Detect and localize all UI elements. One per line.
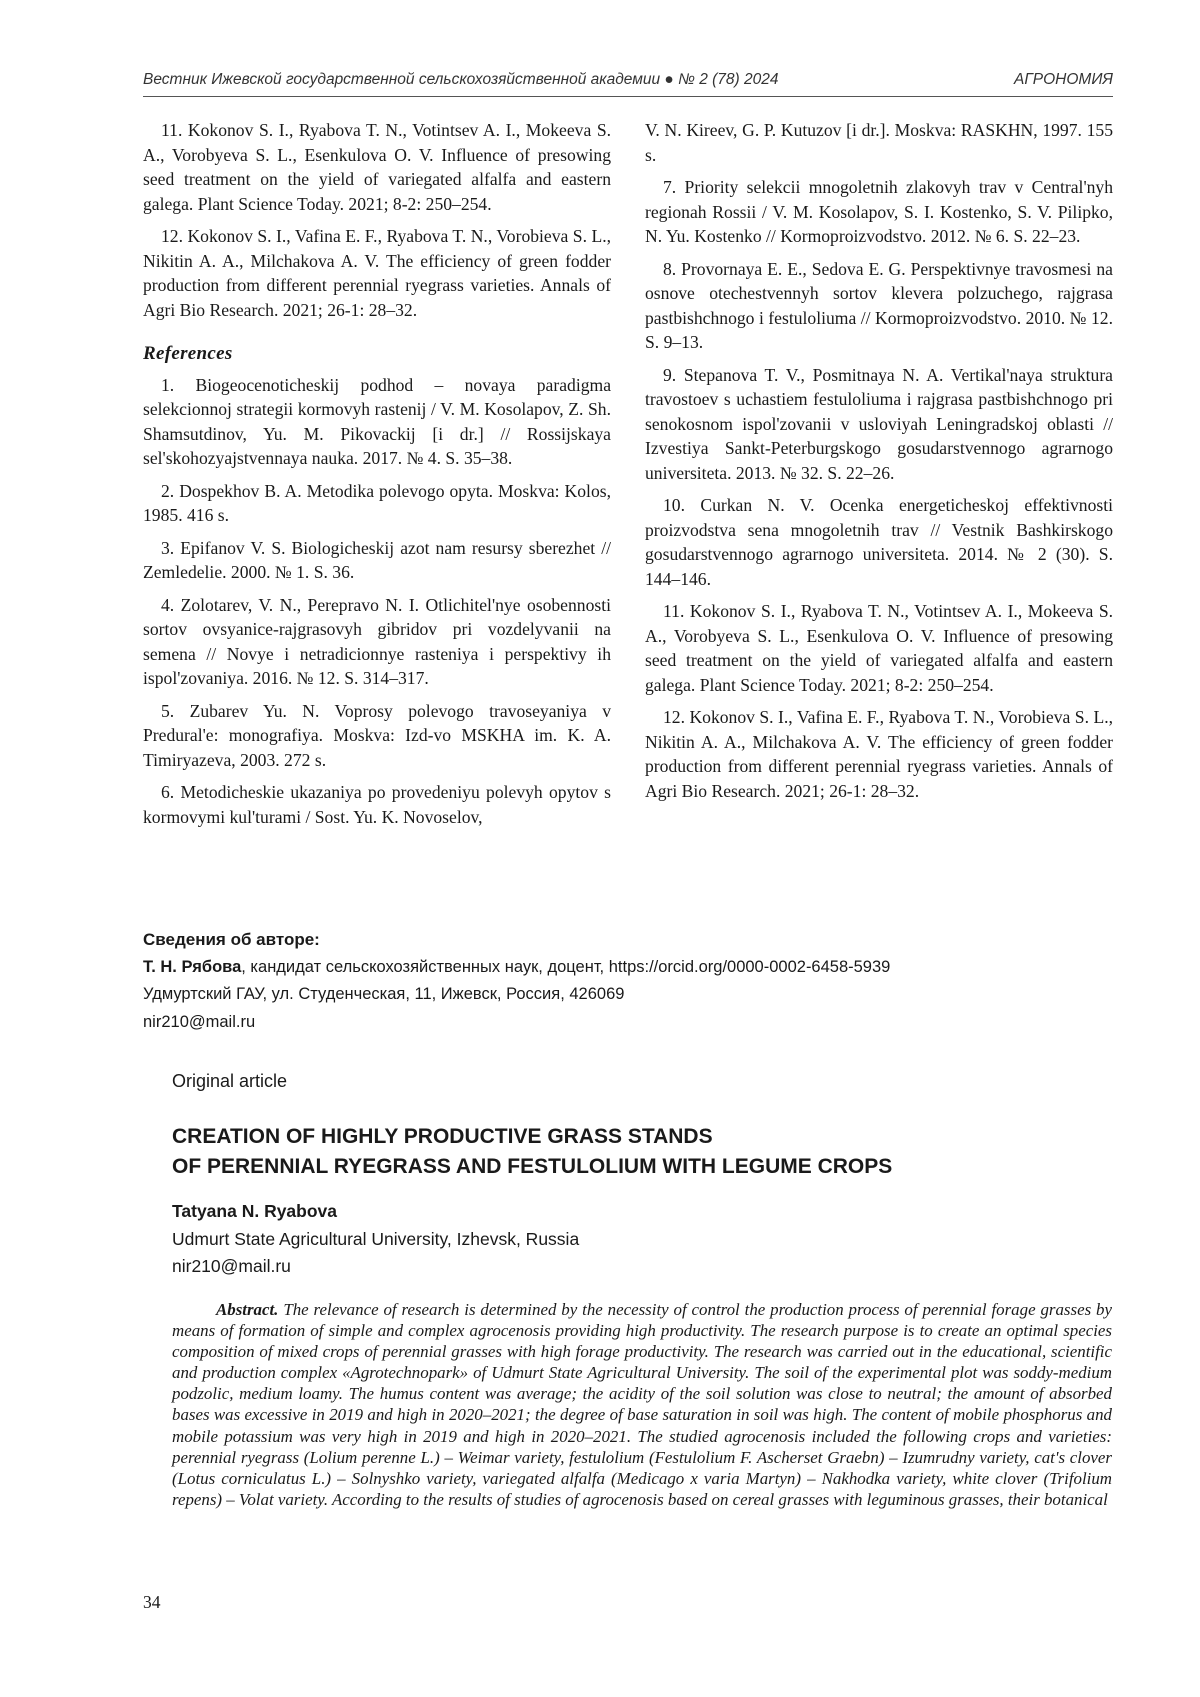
header-divider: [143, 96, 1113, 97]
reference-item: 11. Kokonov S. I., Ryabova T. N., Votintsev A. I., Mokeeva S. A., Vorobyeva S. L., Esenkulova O. V. Influence of presowing seed treatment on the yield of variegated alfalfa and eastern galega. Plant Science Today. 2021; 8-2: 250–254.: [645, 601, 1113, 695]
references-heading: References: [143, 343, 233, 364]
right-column: [645, 118, 1113, 811]
reference-item: 1. Biogeocenoticheskij podhod – novaya paradigma selekcionnoj strategii kormovyh rastenij / V. M. Kosolapov, Z. Sh. Shamsutdinov, Yu. M. Pikovackij [i dr.] // Rossijskaya sel'skohozyajstvennaya nauka. 2017. № 4. S. 35–38.: [143, 374, 611, 468]
abstract-label: Abstract.: [216, 1300, 279, 1319]
abstract: [172, 1299, 1112, 1510]
reference-item: 10. Curkan N. V. Ocenka energeticheskoj effektivnosti proizvodstva sena mnogoletnih trav // Vestnik Bashkirskogo gosudarstvennogo agrarnogo universiteta. 2014. № 2 (30). S. 144–146.: [645, 495, 1113, 589]
left-column: [143, 118, 611, 837]
author-info-block: [143, 926, 1113, 1036]
article-author-email: nir210@mail.ru: [172, 1256, 291, 1276]
section-name: АГРОНОМИЯ: [1014, 71, 1113, 88]
article-title-line: OF PERENNIAL RYEGRASS AND FESTULOLIUM WITH LEGUME CROPS: [172, 1155, 893, 1178]
journal-title: Вестник Ижевской государственной сельскохозяйственной академии ● № 2 (78) 2024: [143, 71, 779, 88]
abstract-text: The relevance of research is determined by the necessity of control the production process of perennial forage grasses by means of formation of simple and complex agrocenosis providing high productivity. The research purpose is to create an optimal species composition of mixed crops of perennial grasses with high forage productivity. The research was carried out in the educational, scientific and production complex «Agrotechnopark» of Udmurt State Agricultural University. The soil of the experimental plot was soddy-medium podzolic, medium loamy. The humus content was average; the acidity of the soil solution was close to neutral; the amount of absorbed bases was excessive in 2019 and high in 2020–2021; the degree of base saturation in soil was high. The content of mobile phosphorus and mobile potassium was very high in 2019 and high in 2020–2021. The studied agrocenosis included the following crops and varieties: perennial ryegrass (Lolium perenne L.) – Weimar variety, festulolium (Festulolium F. Ascherset Graebn) – Izumrudny variety, cat's clover (Lotus corniculatus L.) – Solnyshko variety, variegated alfalfa (Medicago x varia Martyn) – Nakhodka variety, white clover (Trifolium repens) – Volat variety. According to the results of studies of agrocenosis based on cereal grasses with leguminous grasses, their botanical: [172, 1300, 1112, 1509]
reference-item: 9. Stepanova T. V., Posmitnaya N. A. Vertikal'naya struktura travostoev s uchastiem festuloliuma i rajgrasa pastbishchnogo pri senokosnom ispol'zovanii v usloviyah Leningradskoj oblasti // Izvestiya Sankt-Peterburgskogo gosudarstvennogo agrarnogo universiteta. 2013. № 32. S. 22–26.: [645, 364, 1113, 483]
page-number: 34: [143, 1592, 161, 1612]
article-author-name: Tatyana N. Ryabova: [172, 1201, 338, 1221]
author-info-email: nir210@mail.ru: [143, 1012, 256, 1031]
reference-item: 11. Kokonov S. I., Ryabova T. N., Votintsev A. I., Mokeeva S. A., Vorobyeva S. L., Esenkulova O. V. Influence of presowing seed treatment on the yield of variegated alfalfa and eastern galega. Plant Science Today. 2021; 8-2: 250–254.: [143, 120, 611, 214]
article-title-line: CREATION OF HIGHLY PRODUCTIVE GRASS STANDS: [172, 1125, 713, 1148]
article-author-block: [172, 1198, 579, 1281]
reference-item: 12. Kokonov S. I., Vafina E. F., Ryabova T. N., Vorobieva S. L., Nikitin A. A., Milchakova A. V. The efficiency of green fodder production from different perennial ryegrass varieties. Annals of Agri Bio Research. 2021; 26-1: 28–32.: [645, 707, 1113, 801]
reference-item: 2. Dospekhov B. A. Metodika polevogo opyta. Moskva: Kolos, 1985. 416 s.: [143, 480, 611, 525]
reference-item: 3. Epifanov V. S. Biologicheskij azot nam resursy sberezhet // Zemledelie. 2000. № 1. S. 36.: [143, 537, 611, 582]
article-type: Original article: [172, 1071, 288, 1091]
reference-item: 8. Provornaya E. E., Sedova E. G. Perspektivnye travosmesi na osnove otechestvennyh sortov klevera polzuchego, rajgrasa pastbishchnogo i festuloliuma // Kormoproizvodstvo. 2010. № 12. S. 9–13.: [645, 258, 1113, 352]
author-info-heading: Сведения об авторе:: [143, 930, 320, 949]
reference-item-continued: V. N. Kireev, G. P. Kutuzov [i dr.]. Moskva: RASKHN, 1997. 155 s.: [645, 120, 1113, 165]
reference-item: 4. Zolotarev, V. N., Perepravo N. I. Otlichitel'nye osobennosti sortov ovsyanice-rajgrasovyh gibridov pri vozdelyvanii na semena // Novye i netradicionnye rasteniya i perspektivy ih ispol'zovaniya. 2016. № 12. S. 314–317.: [143, 594, 611, 688]
article-author-affiliation: Udmurt State Agricultural University, Izhevsk, Russia: [172, 1228, 580, 1249]
author-info-affiliation: Удмуртский ГАУ, ул. Студенческая, 11, Ижевск, Россия, 426069: [143, 985, 625, 1003]
reference-item: 7. Priority selekcii mnogoletnih zlakovyh trav v Central'nyh regionah Rossii / V. M. Kosolapov, S. I. Kostenko, S. V. Pilipko, N. Yu. Kostenko // Kormoproizvodstvo. 2012. № 6. S. 22–23.: [645, 177, 1113, 246]
author-info-line: [143, 954, 1113, 982]
author-info-name: Т. Н. Рябова: [143, 957, 242, 976]
reference-item: 6. Metodicheskie ukazaniya po provedeniyu polevyh opytov s kormovymi kul'turami / Sost. Yu. K. Novoselov,: [143, 782, 611, 827]
author-info-details: , кандидат сельскохозяйственных наук, доцент, https://orcid.org/0000-0002-6458-5939: [241, 957, 891, 976]
reference-item: 12. Kokonov S. I., Vafina E. F., Ryabova T. N., Vorobieva S. L., Nikitin A. A., Milchakova A. V. The efficiency of green fodder production from different perennial ryegrass varieties. Annals of Agri Bio Research. 2021; 26-1: 28–32.: [143, 226, 611, 320]
running-header: [143, 68, 1113, 94]
article-title: [172, 1122, 1102, 1182]
reference-item: 5. Zubarev Yu. N. Voprosy polevogo travoseyaniya v Predural'e: monografiya. Moskva: Izd-vo MSKHA im. K. A. Timiryazeva, 2003. 272 s.: [143, 700, 611, 770]
